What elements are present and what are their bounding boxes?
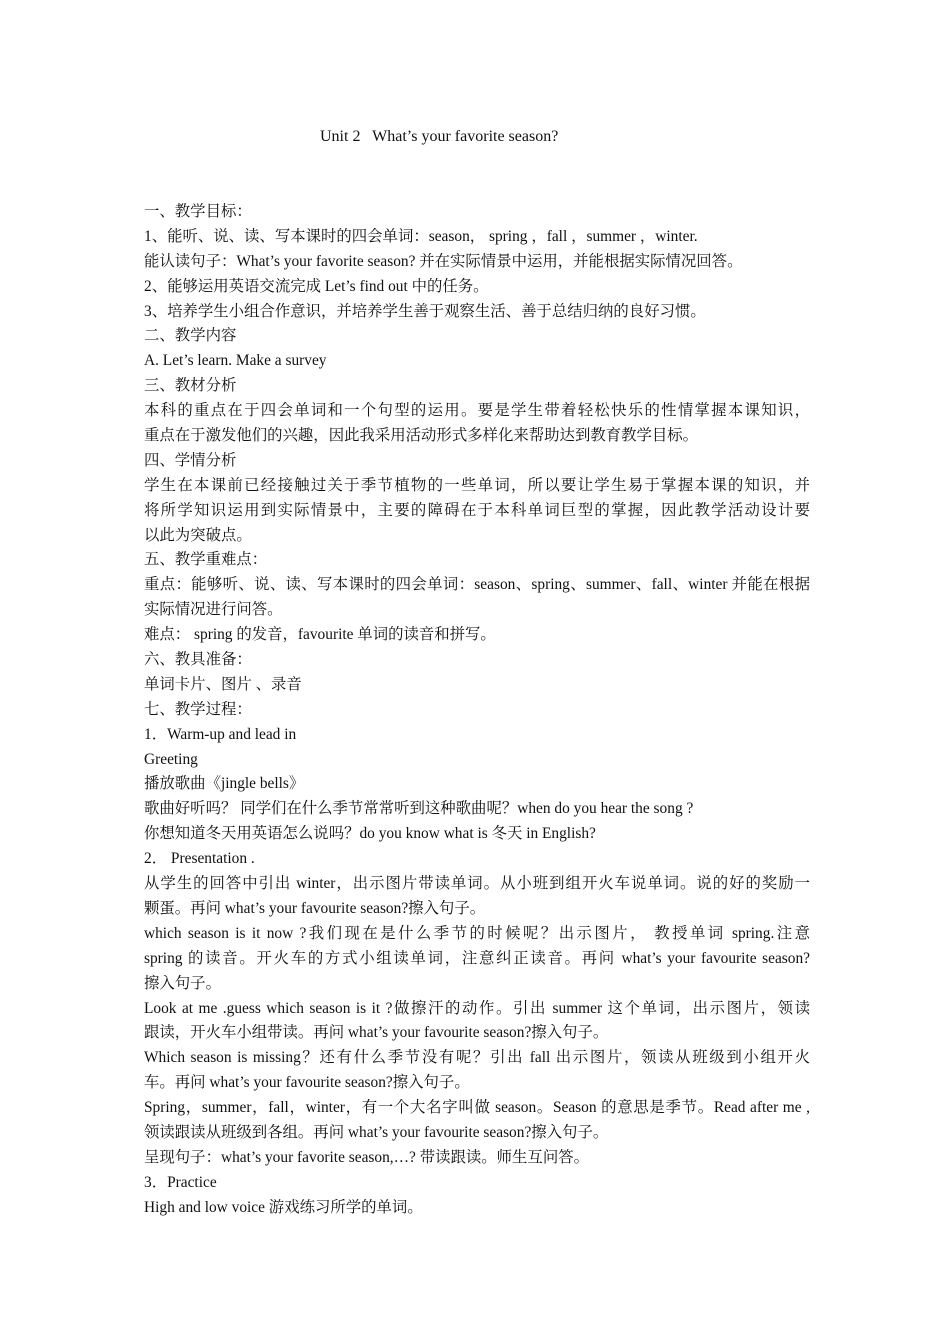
text-line: 颗蛋。再问 what’s your favourite season?擦入句子。 xyxy=(144,899,486,917)
text-line: 一、教学目标： xyxy=(144,203,252,220)
text-line: A. Let’s learn. Make a survey xyxy=(144,352,327,370)
text-line: 2． Presentation . xyxy=(144,850,255,868)
text-line: 本科的重点在于四会单词和一个句型的运用。要是学生带着轻松快乐的性情掌握本课知识， xyxy=(144,402,810,420)
text-line: 七、教学过程： xyxy=(144,700,252,718)
text-line: Which season is missing？还有什么季节没有呢？引出 fall 出示图片，领读从班级到小组开火 xyxy=(144,1049,810,1067)
text-line: 3．Practice xyxy=(144,1173,217,1191)
text-line: 将所学知识运用到实际情景中，主要的障碍在于本科单词巨型的掌握，因此教学活动设计要 xyxy=(144,501,810,519)
text-line: 重点：能够听、说、读、写本课时的四会单词：season、spring、summer、fall、winter 并能在根据 xyxy=(144,576,810,594)
text-line: 领读跟读从班级到各组。再问 what’s your favourite season?擦入句子。 xyxy=(144,1123,609,1141)
text-line: Greeting xyxy=(144,750,198,768)
text-line: 3、培养学生小组合作意识，并培养学生善于观察生活、善于总结归纳的良好习惯。 xyxy=(144,302,706,320)
text-line: 呈现句子：what’s your favorite season,…? 带读跟读。师生互问答。 xyxy=(144,1148,589,1166)
text-line: 车。再问 what’s your favourite season?擦入句子。 xyxy=(144,1074,470,1092)
text-line: 你想知道冬天用英语怎么说吗？do you know what is 冬天 in English? xyxy=(144,825,596,843)
text-line: Spring，summer，fall，winter，有一个大名字叫做 season。Season 的意思是季节。Read after me , xyxy=(144,1099,810,1117)
text-line: High and low voice 游戏练习所学的单词。 xyxy=(144,1198,423,1216)
text-line: 2、能够运用英语交流完成 Let’s find out 中的任务。 xyxy=(144,277,489,295)
text-line: 四、学情分析 xyxy=(144,451,237,469)
text-line: 实际情况进行问答。 xyxy=(144,601,283,619)
text-line: 1、能听、说、读、写本课时的四会单词：season， spring ，fall ，summer ，winter. xyxy=(144,227,698,245)
text-line: 从学生的回答中引出 winter，出示图片带读单词。从小班到组开火车说单词。说的好的奖励一 xyxy=(144,875,810,893)
text-line: spring 的读音。开火车的方式小组读单词，注意纠正读音。再问 what’s your favourite season? xyxy=(144,949,810,967)
text-line: 难点： spring 的发音，favourite 单词的读音和拼写。 xyxy=(144,626,496,644)
text-line: 二、教学内容 xyxy=(144,327,237,345)
text-line: 1．Warm-up and lead in xyxy=(144,725,297,743)
text-line: 歌曲好听吗？ 同学们在什么季节常常听到这种歌曲呢？when do you hear the song ? xyxy=(144,800,694,818)
text-line: which season is it now ?我们现在是什么季节的时候呢？出示图片， 教授单词 spring.注意 xyxy=(144,924,810,942)
text-line: 六、教具准备： xyxy=(144,651,252,669)
document-title: Unit 2 What’s your favorite season? xyxy=(320,128,559,145)
text-line: 重点在于激发他们的兴趣，因此我采用活动形式多样化来帮助达到教育教学目标。 xyxy=(144,427,699,445)
text-line: 能认读句子：What’s your favorite season? 并在实际情景中运用，并能根据实际情况回答。 xyxy=(144,252,743,270)
text-line: 单词卡片、图片 、录音 xyxy=(144,675,302,693)
text-line: 学生在本课前已经接触过关于季节植物的一些单词，所以要让学生易于掌握本课的知识，并 xyxy=(144,476,810,494)
text-line: 三、教材分析 xyxy=(144,377,237,395)
text-line: 跟读，开火车小组带读。再问 what’s your favourite season?擦入句子。 xyxy=(144,1024,609,1042)
text-line: 擦入句子。 xyxy=(144,974,221,992)
document-body xyxy=(144,200,810,1221)
text-line: Look at me .guess which season is it ?做擦汗的动作。引出 summer 这个单词，出示图片，领读 xyxy=(144,999,810,1017)
text-line: 五、教学重难点： xyxy=(144,551,268,569)
text-line: 以此为突破点。 xyxy=(144,526,252,544)
text-line: 播放歌曲《jingle bells》 xyxy=(144,775,305,793)
